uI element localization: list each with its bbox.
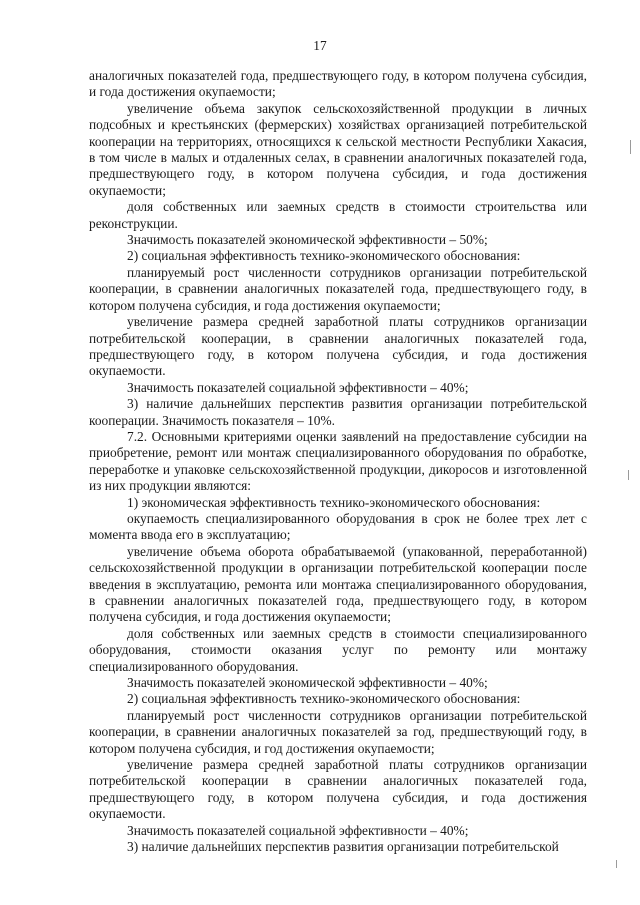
paragraph: окупаемость специализированного оборудования в срок не более трех лет с момента ввода его в эксплуатацию;	[89, 510, 587, 543]
paragraph: увеличение объема оборота обрабатываемой (упакованной, переработанной) сельскохозяйственной продукции в организации потребительской кооперации после введения в эксплуатацию, ремонта или монтажа специализированного оборудования, в сравнении аналогичных показателей года, предшествующего году, в котором получена субсидия, и года достижения окупаемости;	[89, 543, 587, 625]
document-body	[89, 68, 587, 856]
paragraph: увеличение размера средней заработной платы сотрудников организации потребительской кооперации, в сравнении аналогичных показателей года, предшествующего году, в котором получена субсидия, и года достижения окупаемости.	[89, 314, 587, 379]
paragraph: увеличение объема закупок сельскохозяйственной продукции в личных подсобных и крестьянских (фермерских) хозяйствах организацией потребительской кооперации на территориях, относящихся к сельской местности Республики Хакасия, в том числе в малых и отдаленных селах, в сравнении аналогичных показателей года, предшествующего году, в котором получена субсидия, и года достижения окупаемости;	[89, 100, 587, 198]
paragraph: доля собственных или заемных средств в стоимости строительства или реконструкции.	[89, 199, 587, 231]
paragraph: Значимость показателей экономической эффективности – 50%;	[127, 232, 488, 248]
paragraph: 7.2. Основными критериями оценки заявлений на предоставление субсидии на приобретение, ремонт или монтаж специализированного оборудования по обработке, переработке и упаковке сельскохозяйственной продукции, дикоросов и изготовленной из них продукции являются:	[89, 428, 587, 494]
paragraph: 2) социальная эффективность технико-экономического обоснования:	[127, 691, 521, 707]
scan-edge-mark	[628, 470, 629, 480]
page-number: 17	[313, 38, 327, 53]
paragraph: планируемый рост численности сотрудников организации потребительской кооперации, в сравнении аналогичных показателей за год, предшествующий году, в котором получена субсидия, и год достижения окупаемости;	[89, 707, 587, 756]
paragraph: увеличение размера средней заработной платы сотрудников организации потребительской кооперации в сравнении аналогичных показателей года, предшествующего году, в котором получена субсидия, и года достижения окупаемости.	[89, 757, 587, 822]
paragraph: 2) социальная эффективность технико-экономического обоснования:	[127, 248, 521, 264]
scan-edge-mark	[630, 140, 631, 154]
paragraph: 1) экономическая эффективность технико-экономического обоснования:	[127, 494, 541, 510]
paragraph: Значимость показателей социальной эффективности – 40%;	[127, 379, 469, 395]
paragraph: Значимость показателей социальной эффективности – 40%;	[127, 822, 469, 838]
paragraph: 3) наличие дальнейших перспектив развития организации потребительской	[127, 839, 559, 855]
paragraph: Значимость показателей экономической эффективности – 40%;	[127, 675, 488, 691]
scan-edge-mark	[616, 860, 617, 868]
paragraph: аналогичных показателей года, предшествующего году, в котором получена субсидия, и года достижения окупаемости;	[89, 68, 587, 100]
paragraph: 3) наличие дальнейших перспектив развития организации потребительской кооперации. Значимость показателя – 10%.	[89, 396, 587, 428]
paragraph: планируемый рост численности сотрудников организации потребительской кооперации, в сравнении аналогичных показателей года, предшествующего году, в котором получена субсидия, и года достижения окупаемости;	[89, 264, 587, 313]
paragraph: доля собственных или заемных средств в стоимости специализированного оборудования, стоимости оказания услуг по ремонту или монтажу специализированного оборудования.	[89, 625, 587, 674]
